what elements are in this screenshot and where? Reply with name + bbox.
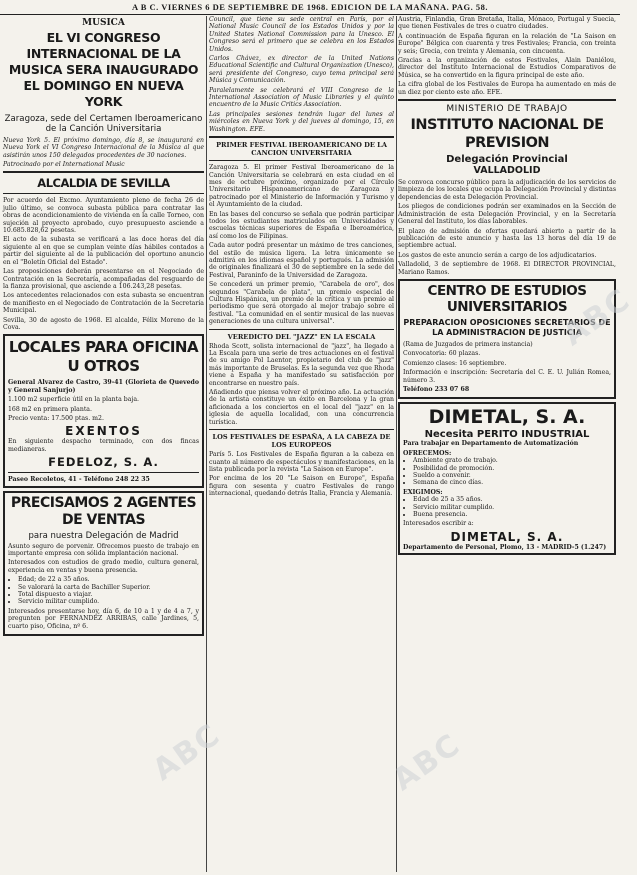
locales-line: 1.100 m2 superficie útil en la planta baja.	[8, 396, 140, 404]
column-rule	[396, 16, 397, 872]
festivales-continued: A continuación de España figuran en la relación de "La Saison en Europe" Bélgica con cuarenta y tres Festivales; Francia, con treinta y seis; Grecia, con treinta y Alemania, con cincuenta.	[398, 32, 616, 55]
ministerio-label: MINISTERIO DE TRABAJO	[446, 104, 568, 115]
watermark-stamp: ABC	[556, 281, 637, 354]
header-rule	[0, 14, 620, 15]
music-continued: Council, que tiene su sede central en París, por el National Music Council de los Estados Unidos y por la United States National Commission para la Unesco. El Congreso será el primero que se celebra en los Estados Unidos.	[209, 16, 394, 53]
festival-paragraph: Se concederá un primer premio, "Carabela de oro", dos segundos "Carabela de plata", un premio especial de Cultura Hispánica, un premio de la crítica y un premio al periodismo que será otorgado al mejor trabajo sobre el festival. "La comunidad en el sentir musical de las nuevas generaciones de una cultura universal".	[209, 281, 394, 326]
music-subheadline: Zaragoza, sede del Certamen Iberoamericano de la Canción Universitaria	[4, 114, 203, 135]
precisamos-subtitle: para nuestra Delegación de Madrid	[28, 530, 179, 541]
divider	[3, 193, 204, 194]
city-label: VALLADOLID	[473, 165, 541, 177]
instituto-paragraph: Los pliegos de condiciones podrán ser examinados en la Sección de Administración de esta Delegación Provincial, y en la Secretaría General del Instituto, los días laborables.	[398, 203, 616, 226]
festivales-continued: La cifra global de los Festivales de Europa ha aumentado en más de un diez por ciento este año. EFE.	[398, 81, 616, 96]
precisamos-paragraph: Interesados con estudios de grado medio, cultura general, experiencia en ventas y buena presencia.	[8, 559, 199, 574]
cev-phone: Teléfono 233 07 68	[403, 385, 470, 393]
music-headline: EL VI CONGRESO INTERNACIONAL DE LA MUSICA SERA INAUGURADO EL DOMINGO EN NUEVA YORK	[8, 30, 199, 109]
alcaldia-paragraph: El acto de la subasta se verificará a las doce horas del día siguiente al en que se cumplan veinte días hábiles contados a partir del siguiente al de la publicación del oportuno anuncio en el "Boletín Oficial del Estado".	[3, 236, 204, 266]
list-item: • Edad; de 22 a 35 años.	[18, 576, 199, 583]
music-paragraph: Patrocinado por el International Music	[3, 161, 125, 169]
alcaldia-paragraph: Las proposiciones deberán presentarse en el Negociado de Contratación en la Secretaría, acompañadas del resguardo de la fianza provisional, que asciende a 106.243,28 pesetas.	[3, 268, 204, 290]
cev-line: Información e inscripción: Secretaría del C. E. U. Julián Romea, número 3.	[403, 369, 611, 384]
ofrecemos-list	[403, 457, 611, 487]
instituto-title: INSTITUTO NACIONAL DE PREVISION	[410, 117, 604, 152]
instituto-paragraph: Se convoca concurso público para la adjudicación de los servicios de limpieza de los locales que ocupa la Delegación Provincial y distintas dependencias de esta Delegación Provincial.	[398, 179, 616, 201]
instituto-ad	[398, 104, 616, 276]
music-continued: Paralelamente se celebrará el VIII Congreso de la International Association of Music Libraries y el quinto encuentro de la Music Critics Association.	[209, 86, 394, 109]
list-item: • Servicio militar cumplido.	[18, 598, 199, 605]
watermark-stamp: ABC	[386, 726, 468, 799]
list-item: • Se valorará la carta de Bachiller Superior.	[18, 584, 199, 591]
locales-line: Precio venta: 17.500 ptas. m2.	[8, 414, 104, 422]
festivales-continued: Austria, Finlandia, Gran Bretaña, Italia, Mónaco, Portugal y Suecia, que tienen Festivales de tres o cuatro ciudades.	[398, 16, 616, 31]
list-item: • Servicio militar cumplido.	[413, 504, 611, 511]
dimetal-contact: Interesados escribir a:	[403, 520, 474, 528]
cev-title: CENTRO DE ESTUDIOS UNIVERSITARIOS	[427, 282, 587, 315]
exentos-title: EXENTOS	[65, 424, 142, 439]
fedeloz-address: Paseo Recoletos, 41 - Teléfono 248 22 35	[8, 476, 150, 484]
divider	[3, 171, 204, 173]
list-item: • Buena presencia.	[413, 511, 611, 518]
list-item: • Ambiente grato de trabajo.	[413, 457, 611, 464]
divider	[8, 472, 199, 473]
exigimos-list	[403, 496, 611, 518]
dimetal-subtitle: Necesita PERITO INDUSTRIAL	[424, 429, 590, 441]
exentos-text: En siguiente despacho terminado, con dos fincas medianeras.	[8, 438, 199, 453]
delegacion-label: Delegación Provincial	[446, 154, 568, 166]
dimetal-signature: DIMETAL, S. A.	[450, 529, 564, 544]
festivales-paragraph: Por encima de los 20 "Le Saison en Europe", España figura con sesenta y cuatro Festivales de rango internacional, quedando detrás Italia, Francia y Alemania.	[209, 475, 394, 498]
list-item: • Semana de cinco días.	[413, 479, 611, 486]
fedeloz-name: FEDELOZ, S. A.	[48, 455, 159, 470]
jazz-paragraph: Rhoda Scott, solista internacional de "jazz", ha llegado a La Escala para una serie de tres actuaciones en el festival de su amigo Pol Laentor, propietario del club de "jazz" más importante de Bruselas. Es la segunda vez que Rhoda viene a España y ha manifestado su satisfacción por encontrarse en nuestro país.	[209, 342, 394, 387]
precisamos-paragraph: Asunto seguro de porvenir. Ofrecemos puesto de trabajo en importante empresa con sólida implantación nacional.	[8, 542, 199, 557]
list-item: • Posibilidad de promoción.	[413, 465, 611, 472]
divider	[209, 429, 394, 430]
dimetal-subtitle-2: Para trabajar en Departamento de Automatización	[403, 440, 579, 448]
music-kicker: MUSICA	[82, 18, 125, 28]
list-item: • Total dispuesto a viajar.	[18, 591, 199, 598]
festivales-paragraph: París 5. Los Festivales de España figuran a la cabeza en cuanto al número de espectáculos y manifestaciones, en la lista publicada por la revista "La Saison en Europe".	[209, 451, 394, 473]
instituto-signature: Valladolid, 3 de septiembre de 1968. El DIRECTOR PROVINCIAL, Mariano Ramos.	[398, 261, 616, 276]
page-header: A B C. VIERNES 6 DE SEPTIEMBRE DE 1968. EDICION DE LA MAÑANA. PAG. 58.	[131, 2, 489, 12]
column-2	[209, 16, 394, 872]
ofrecemos-label: OFRECEMOS:	[403, 449, 452, 457]
jazz-paragraph: Añadiendo que piensa volver el próximo año. La actuación de la artista constituye un éxito en Barcelona y la gran aficionada a los conciertos en el local del "jazz" en la iglesia de aquella localidad, con una concurrencia turística.	[209, 389, 394, 426]
alcaldia-title: ALCALDIA DE SEVILLA	[37, 176, 170, 191]
list-item: • Edad de 25 a 35 años.	[413, 496, 611, 503]
divider	[209, 160, 394, 161]
instituto-paragraph: El plazo de admisión de ofertas quedará abierto a partir de la publicación de este anuncio y hasta las 13 horas del día 19 de septiembre actual.	[398, 227, 616, 250]
exigimos-label: EXIGIMOS:	[403, 488, 443, 496]
dimetal-ad	[398, 402, 616, 555]
alcaldia-paragraph: Los antecedentes relacionados con esta subasta se encuentran de manifiesto en el Negociado de Contratación de la Secretaría Municipal.	[3, 292, 204, 315]
list-item: • Sueldo a convenir.	[413, 472, 611, 479]
divider	[398, 99, 616, 101]
locales-address: General Alvarez de Castro, 39-41 (Glorieta de Quevedo y General Sanjurjo)	[8, 379, 199, 394]
jazz-title: VEREDICTO DEL "JAZZ" EN LA ESCALA	[227, 332, 376, 341]
precisamos-title: PRECISAMOS 2 AGENTES DE VENTAS	[10, 494, 197, 528]
locales-line: 168 m2 en primera planta.	[8, 405, 92, 413]
music-continued: Carlos Chávez, ex director de la United Nations Educational Scientific and Cultural Organization (Unesco), será presidente del Congreso, cuyo tema principal será Música y Comunicación.	[209, 55, 394, 85]
festivales-title: LOS FESTIVALES DE ESPAÑA, A LA CABEZA DE LOS EUROPEOS	[212, 433, 391, 450]
cev-line: Convocatoria: 60 plazas.	[403, 350, 481, 358]
divider	[209, 136, 394, 138]
dimetal-title: DIMETAL, S. A.	[428, 406, 586, 429]
alcaldia-paragraph: Por acuerdo del Excmo. Ayuntamiento pleno de fecha 26 de julio último, se convoca subasta pública para contratar las obras de acondicionamiento de vivienda en la calle Torneo, con sujeción al proyecto aprobado, cuyo presupuesto asciende a 10.685.828,62 pesetas.	[3, 197, 204, 235]
festivales-continued: Gracias a la organización de estos Festivales, Alain Daniélou, director del Instituto Internacional de Estudios Comparativos de Música, se ha convertido en la figura principal de este año.	[398, 57, 616, 79]
festival-paragraph: En las bases del concurso se señala que podrán participar todos los estudiantes matriculados en Universidades y escuelas técnicas superiores de España e Iberoamérica, así como los de Filipinas.	[209, 210, 394, 240]
festival-paragraph: Zaragoza 5. El primer Festival Iberoamericano de la Canción Universitaria se celebrará en esta ciudad en el mes de octubre próximo, organizado por el Círculo Universitario Hispanoamericano de Zaragoza y patrocinado por el Ministerio de Información y Turismo y el Ayuntamiento de la ciudad.	[209, 164, 394, 209]
music-paragraph: Nueva York 5. El próximo domingo, día 8, se inaugurará en Nueva York el VI Congreso Internacional de la Música al que asistirán unos 150 delegados procedentes de 30 naciones.	[3, 136, 204, 159]
precisamos-list	[8, 576, 199, 606]
festival-title: PRIMER FESTIVAL IBEROAMERICANO DE LA CANCION UNIVERSITARIA	[216, 141, 387, 158]
divider	[209, 329, 394, 330]
locales-ad	[3, 334, 204, 487]
precisamos-contact: Interesados presentarse hoy, día 6, de 10 a 1 y de 4 a 7, y pregunten por FERNANDEZ ARRIBAS, calle Jardines, 5, cuarto piso, Oficina, nº 6.	[8, 607, 199, 630]
alcaldia-signature: Sevilla, 30 de agosto de 1968. El alcalde, Félix Moreno de la Cova.	[3, 316, 204, 331]
watermark-stamp: ABC	[146, 716, 228, 789]
cev-line: Comienzo clases: 16 septiembre.	[403, 359, 507, 367]
instituto-paragraph: Los gastos de este anuncio serán a cargo de los adjudicatarios.	[398, 251, 597, 259]
music-continued: Las principales sesiones tendrán lugar del lunes al miércoles en Nueva York y del jueves al domingo, 15, en Washington. EFE.	[209, 110, 394, 133]
locales-title: LOCALES PARA OFICINA U OTROS	[8, 338, 199, 376]
cev-line: (Rama de Juzgados de primera instancia)	[403, 340, 533, 348]
festival-paragraph: Cada autor podrá presentar un máximo de tres canciones, del estilo de música ligera. La letra únicamente se admitirá en los idiomas español y portugués. La admisión de originales finalizará el 30 de septiembre en la sede del Festival, Paraninfo de la Universidad de Zaragoza.	[209, 242, 394, 279]
precisamos-ad	[3, 491, 204, 636]
dimetal-address: Departamento de Personal, Plomo, 13 - MADRID-5 (1.247)	[403, 543, 607, 551]
cev-subtitle: PREPARACION OPOSICIONES SECRETARIOS DE LA ADMINISTRACION DE JUSTICIA	[403, 317, 611, 337]
